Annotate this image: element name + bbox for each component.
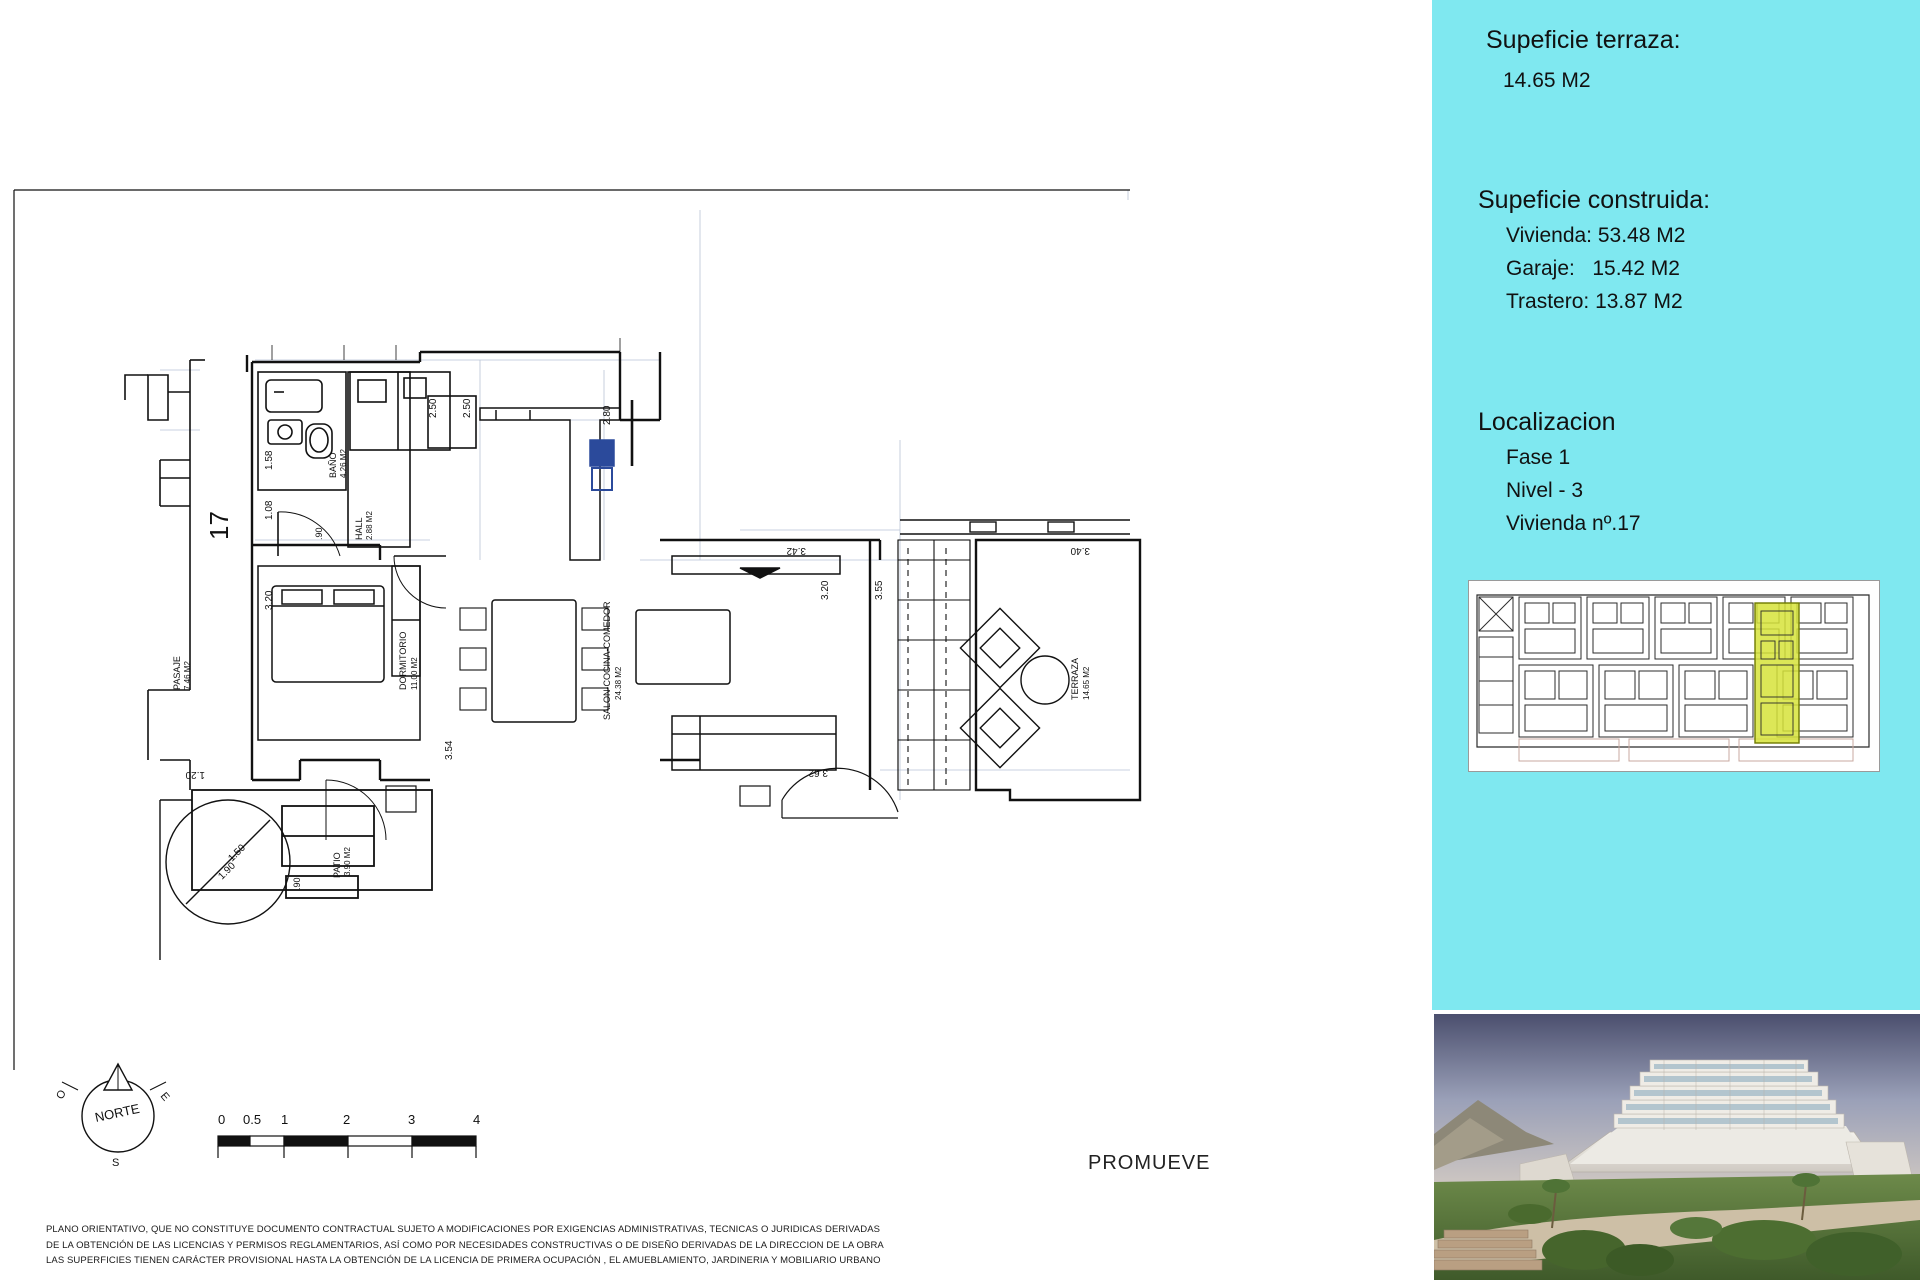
dim-3-20-a: 3.20 xyxy=(264,590,275,610)
construida-row-trastero: Trastero: 13.87 M2 xyxy=(1506,290,1683,313)
scale-tick-05: 0.5 xyxy=(243,1112,262,1127)
room-area-pasaje: 7.46 M2 xyxy=(183,661,192,690)
room-area-patio: 3.90 M2 xyxy=(343,847,352,876)
promueve-label: PROMUEVE xyxy=(1088,1152,1211,1174)
svg-text:O: O xyxy=(54,1088,69,1102)
dim-90-a: .90 xyxy=(314,527,324,540)
localizacion-row-fase: Fase 1 xyxy=(1506,446,1571,469)
room-area-hall: 2.88 M2 xyxy=(365,511,374,540)
north-compass xyxy=(54,1064,171,1169)
construida-row-garaje: Garaje: 15.42 M2 xyxy=(1506,257,1680,280)
svg-text:S: S xyxy=(112,1157,120,1169)
dim-3-40: 3.40 xyxy=(1070,545,1090,556)
dim-3-62: 3.62 xyxy=(808,767,828,778)
svg-text:E: E xyxy=(157,1090,172,1104)
svg-text:NORTE: NORTE xyxy=(93,1100,141,1125)
scale-tick-1: 1 xyxy=(281,1112,289,1127)
dim-1-50: 1.50 xyxy=(226,842,248,865)
disclaimer-line-3: LAS SUPERFICIES TIENEN CARÁCTER PROVISIONAL HASTA LA OBTENCIÓN DE LA LICENCIA DE PRIMERA OCUPACIÓN , EL AMUEBLAMIENTO, JARDINERIA Y MOBILIARIO URBANO xyxy=(46,1255,881,1266)
dim-2-80: 2.80 xyxy=(602,405,613,425)
dim-1-20: 1.20 xyxy=(185,769,205,780)
dim-90-b: .90 xyxy=(292,877,302,890)
dim-1-08: 1.08 xyxy=(264,500,275,520)
room-area-bano: 4.26 M2 xyxy=(339,449,348,478)
disclaimer-text xyxy=(46,1222,976,1269)
building-render-photo xyxy=(1434,1014,1920,1280)
info-panel xyxy=(1432,0,1920,1010)
dim-3-20-b: 3.20 xyxy=(820,580,831,600)
room-area-dormitorio: 11.00 M2 xyxy=(410,657,419,690)
room-label-salon: SALON-COCINA-COMEDOR xyxy=(602,601,612,720)
room-area-terraza: 14.65 M2 xyxy=(1082,666,1091,700)
room-label-hall: HALL xyxy=(354,517,364,540)
dim-1-58: 1.58 xyxy=(264,450,275,470)
room-label-bano: BAÑO xyxy=(328,452,338,478)
construida-row-vivienda: Vivienda: 53.48 M2 xyxy=(1506,224,1686,247)
dim-2-50-b: 2.50 xyxy=(462,398,473,418)
terraza-value: 14.65 M2 xyxy=(1503,69,1591,92)
construida-heading: Supeficie construida: xyxy=(1478,186,1711,214)
terraza-block xyxy=(1486,26,1681,93)
room-area-salon: 24.38 M2 xyxy=(614,666,623,700)
terraza-heading: Supeficie terraza: xyxy=(1486,26,1681,54)
keyplan-thumbnail xyxy=(1468,580,1880,772)
scale-tick-2: 2 xyxy=(343,1112,351,1127)
scale-bar xyxy=(218,1112,480,1158)
disclaimer-line-2: DE LA OBTENCIÓN DE LAS LICENCIAS Y PERMISOS REGLAMENTARIOS, ASÍ COMO POR NECESIDADES CONSTRUCTIVAS O DE DISEÑO DERIVADAS DE LA DIRECCION DE LA OBRA xyxy=(46,1239,884,1251)
scale-tick-4: 4 xyxy=(473,1112,481,1127)
scale-tick-0: 0 xyxy=(218,1112,226,1127)
localizacion-row-nivel: Nivel - 3 xyxy=(1506,479,1584,502)
unit-number-label: 17 xyxy=(204,511,234,540)
room-label-pasaje: PASAJE xyxy=(172,656,182,690)
localizacion-heading: Localizacion xyxy=(1478,408,1616,436)
room-label-terraza: TERRAZA xyxy=(1070,657,1080,700)
dim-3-42: 3.42 xyxy=(786,545,806,556)
keyplan-highlight xyxy=(1755,603,1799,743)
scale-tick-3: 3 xyxy=(408,1112,416,1127)
room-label-patio: PATIO xyxy=(332,852,342,878)
dim-2-50-a: 2.50 xyxy=(428,398,439,418)
dim-3-54: 3.54 xyxy=(444,740,455,760)
disclaimer-line-1: PLANO ORIENTATIVO, QUE NO CONSTITUYE DOCUMENTO CONTRACTUAL SUJETO A MODIFICACIONES POR EXIGENCIAS ADMINISTRATIVAS, TECNICAS O JURIDICAS DERIVADAS xyxy=(46,1224,881,1235)
localizacion-row-vivienda: Vivienda nº.17 xyxy=(1506,512,1641,535)
construida-block xyxy=(1478,186,1710,314)
room-label-dormitorio: DORMITORIO xyxy=(398,631,408,690)
dim-3-55: 3.55 xyxy=(874,580,885,600)
dim-1-90: 1.90 xyxy=(216,860,238,883)
localizacion-block xyxy=(1478,408,1641,536)
